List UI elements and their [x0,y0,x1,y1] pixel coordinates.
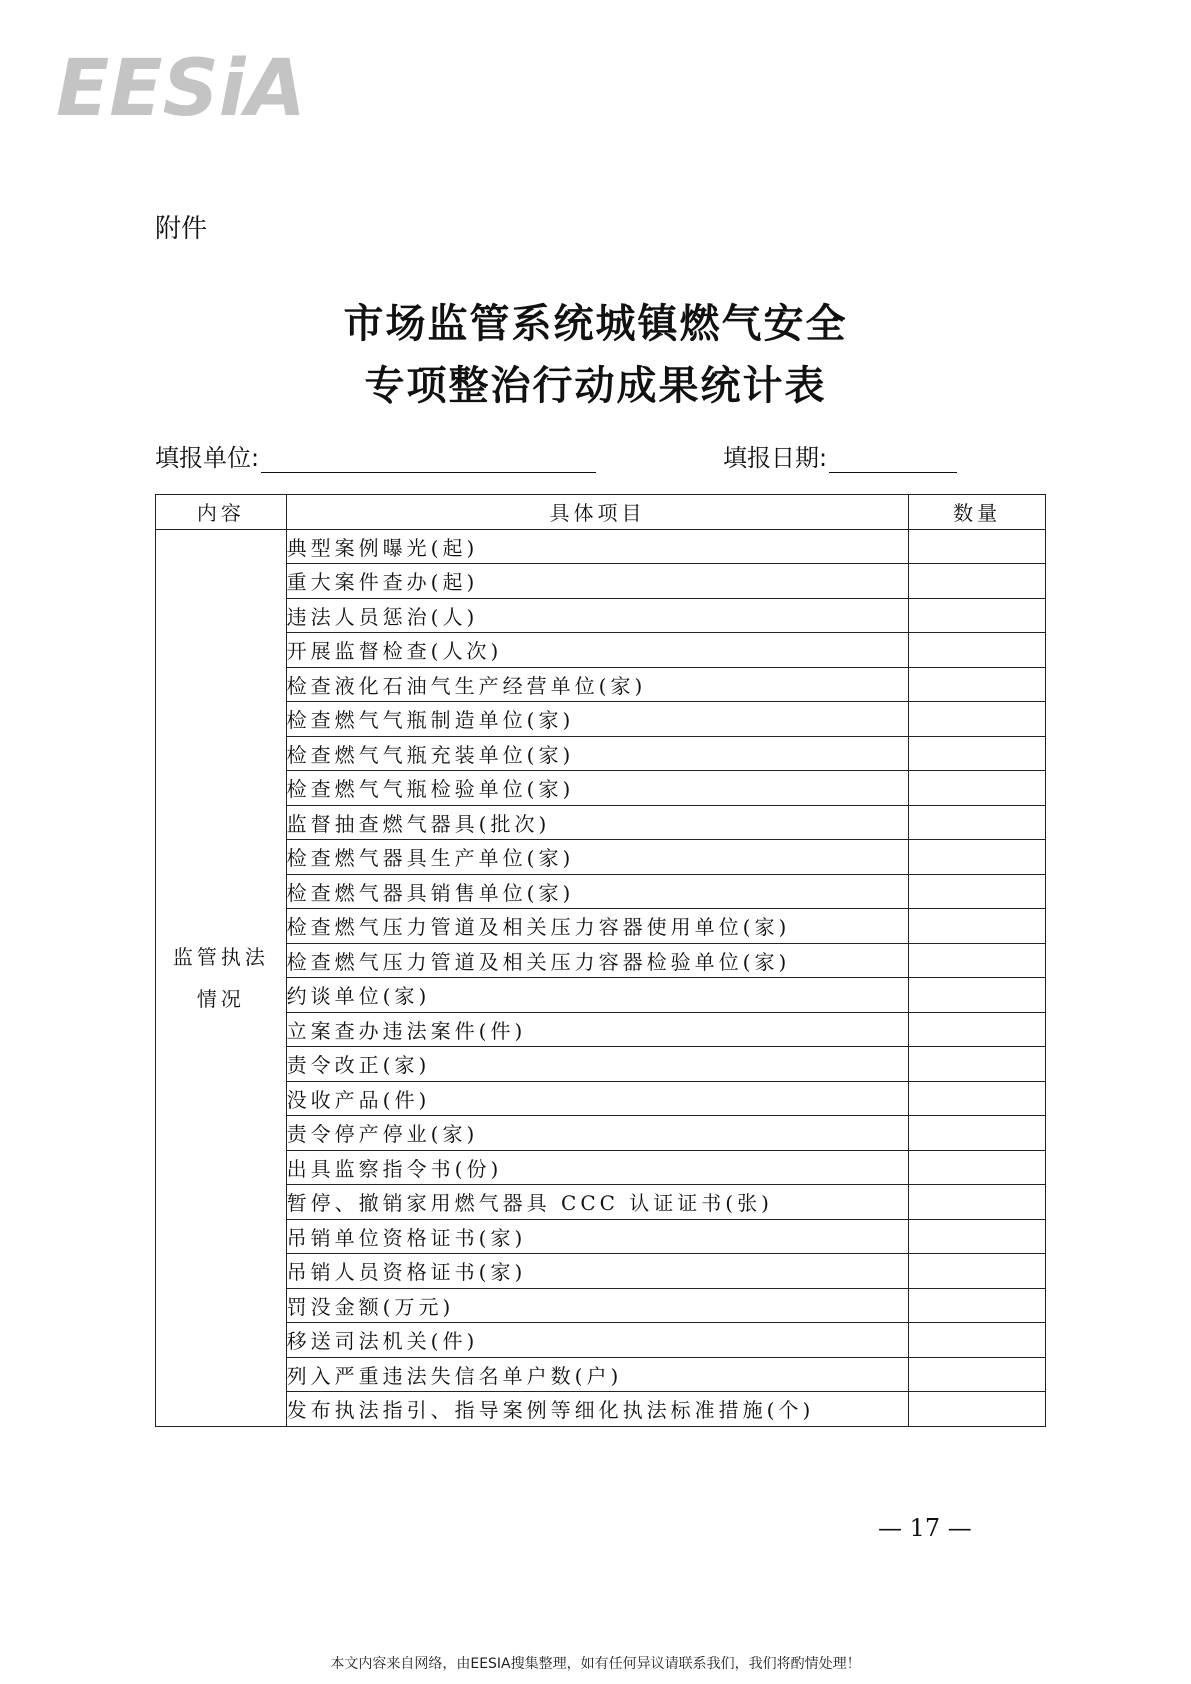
quantity-cell[interactable] [909,943,1046,978]
table-row [156,1219,1046,1254]
quantity-cell[interactable] [909,633,1046,668]
quantity-cell[interactable] [909,1357,1046,1392]
table-row [156,909,1046,944]
quantity-cell[interactable] [909,840,1046,875]
table-row [156,529,1046,564]
item-cell: 罚没金额(万元) [286,1288,909,1323]
item-cell: 列入严重违法失信名单户数(户) [286,1357,909,1392]
table-header-row [156,495,1046,530]
item-cell: 典型案例曝光(起) [286,529,909,564]
statistics-table [155,494,1046,1427]
page-number: — 17 — [878,1514,972,1542]
item-cell: 立案查办违法案件(件) [286,1012,909,1047]
group-label-line1: 监管执法 [172,944,269,969]
eesia-logo: EESiA [56,44,306,134]
quantity-cell[interactable] [909,978,1046,1013]
table-row [156,805,1046,840]
fill-date-blank[interactable] [829,444,957,473]
fill-unit-field [155,438,596,473]
table-row [156,667,1046,702]
item-cell: 开展监督检查(人次) [286,633,909,668]
quantity-cell[interactable] [909,1288,1046,1323]
document-title-line1: 市场监管系统城镇燃气安全 [343,300,848,347]
fill-unit-label: 填报单位: [155,444,260,472]
footer-note: 本文内容来自网络，由EESIA搜集整理，如有任何异议请联系我们，我们将酌情处理！ [330,1656,861,1672]
table-row [156,771,1046,806]
attachment-label: 附件 [155,214,208,244]
item-cell: 监督抽查燃气器具(批次) [286,805,909,840]
quantity-cell[interactable] [909,598,1046,633]
item-cell: 移送司法机关(件) [286,1323,909,1358]
table-row [156,1081,1046,1116]
table-row [156,1323,1046,1358]
item-cell: 吊销人员资格证书(家) [286,1254,909,1289]
quantity-cell[interactable] [909,736,1046,771]
quantity-cell[interactable] [909,1392,1046,1427]
header-quantity: 数量 [909,495,1046,530]
group-label-cell [156,529,287,1426]
table-row [156,633,1046,668]
item-cell: 责令改正(家) [286,1047,909,1082]
table-row [156,1047,1046,1082]
quantity-cell[interactable] [909,529,1046,564]
quantity-cell[interactable] [909,1047,1046,1082]
quantity-cell[interactable] [909,564,1046,599]
table-row [156,1288,1046,1323]
item-cell: 出具监察指令书(份) [286,1150,909,1185]
table-row [156,564,1046,599]
table-row [156,840,1046,875]
quantity-cell[interactable] [909,1081,1046,1116]
header-content: 内容 [156,495,287,530]
table-row [156,874,1046,909]
fill-date-label: 填报日期: [723,444,828,472]
header-item: 具体项目 [286,495,909,530]
item-cell: 重大案件查办(起) [286,564,909,599]
item-cell: 发布执法指引、指导案例等细化执法标准措施(个) [286,1392,909,1427]
item-cell: 违法人员惩治(人) [286,598,909,633]
quantity-cell[interactable] [909,1254,1046,1289]
item-cell: 吊销单位资格证书(家) [286,1219,909,1254]
item-cell: 检查燃气气瓶充装单位(家) [286,736,909,771]
table-row [156,1392,1046,1427]
quantity-cell[interactable] [909,874,1046,909]
quantity-cell[interactable] [909,1012,1046,1047]
table-row [156,1254,1046,1289]
table-row [156,1150,1046,1185]
fill-date-field [723,438,957,473]
table-row [156,943,1046,978]
quantity-cell[interactable] [909,1185,1046,1220]
document-title-line2: 专项整治行动成果统计表 [364,362,827,409]
quantity-cell[interactable] [909,1323,1046,1358]
quantity-cell[interactable] [909,1150,1046,1185]
fill-unit-blank[interactable] [261,444,596,473]
item-cell: 检查燃气气瓶检验单位(家) [286,771,909,806]
quantity-cell[interactable] [909,702,1046,737]
group-label-line2: 情况 [196,986,245,1011]
item-cell: 没收产品(件) [286,1081,909,1116]
quantity-cell[interactable] [909,771,1046,806]
quantity-cell[interactable] [909,1116,1046,1151]
table-row [156,1012,1046,1047]
item-cell: 检查燃气压力管道及相关压力容器检验单位(家) [286,943,909,978]
item-cell: 责令停产停业(家) [286,1116,909,1151]
table-row [156,598,1046,633]
table-row [156,1116,1046,1151]
item-cell: 检查液化石油气生产经营单位(家) [286,667,909,702]
table-row [156,736,1046,771]
table-row [156,702,1046,737]
quantity-cell[interactable] [909,667,1046,702]
quantity-cell[interactable] [909,805,1046,840]
item-cell: 检查燃气气瓶制造单位(家) [286,702,909,737]
item-cell: 检查燃气压力管道及相关压力容器使用单位(家) [286,909,909,944]
table-row [156,1185,1046,1220]
item-cell: 约谈单位(家) [286,978,909,1013]
item-cell: 检查燃气器具销售单位(家) [286,874,909,909]
quantity-cell[interactable] [909,909,1046,944]
table-row [156,1357,1046,1392]
table-row [156,978,1046,1013]
item-cell: 暂停、撤销家用燃气器具 CCC 认证证书(张) [286,1185,909,1220]
quantity-cell[interactable] [909,1219,1046,1254]
item-cell: 检查燃气器具生产单位(家) [286,840,909,875]
